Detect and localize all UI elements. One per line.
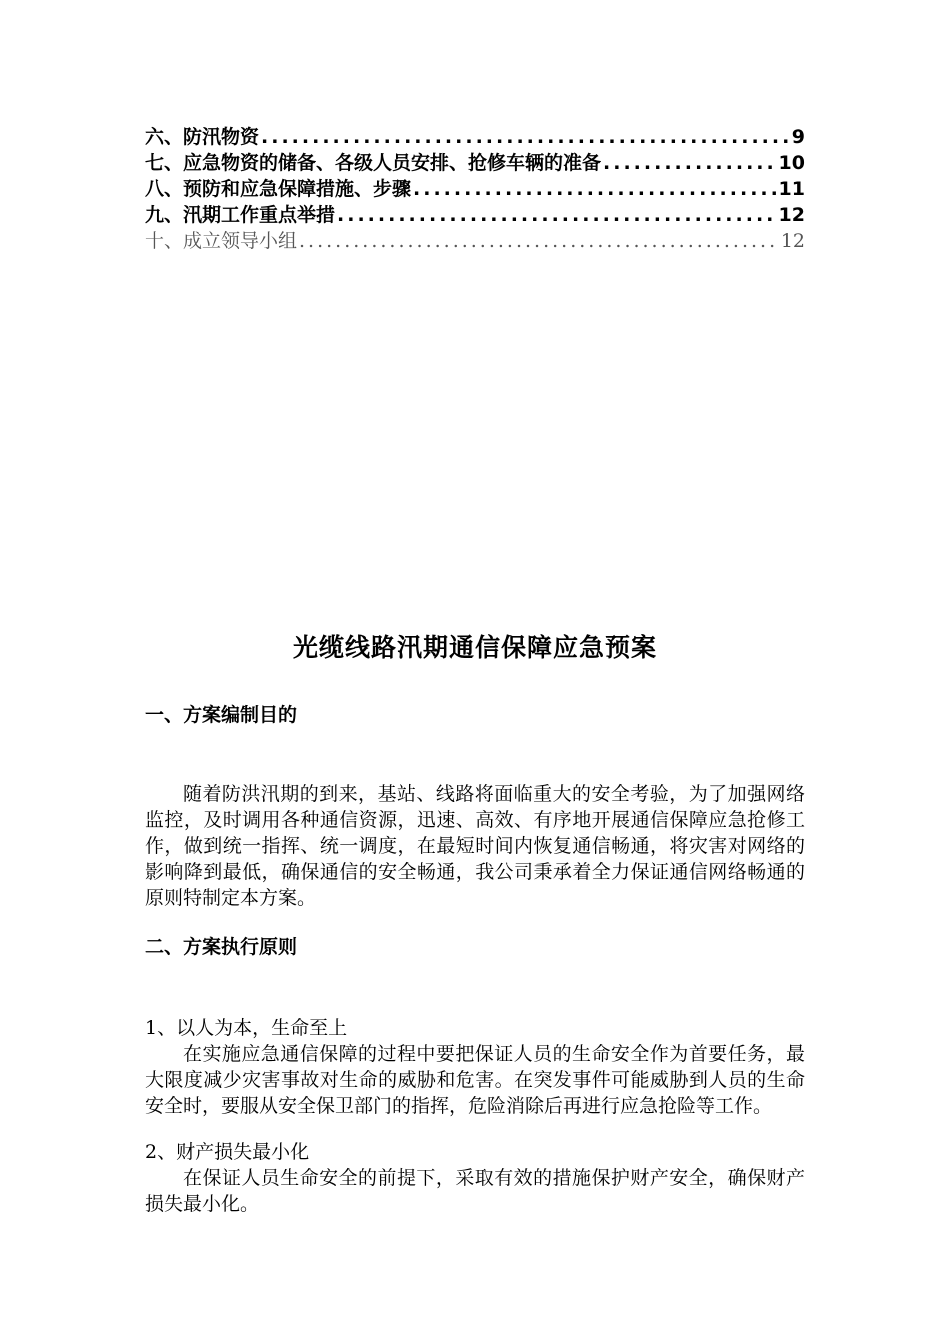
toc-entry[interactable]	[145, 124, 805, 150]
toc-entry-page: 9	[791, 126, 805, 148]
toc-entry-label: 六、防汛物资	[145, 126, 260, 148]
toc-entry-page: 11	[778, 178, 805, 200]
section-paragraph: 随着防洪汛期的到来，基站、线路将面临重大的安全考验，为了加强网络监控，及时调用各种通信资源，迅速、高效、有序地开展通信保障应急抢修工作，做到统一指挥、统一调度，在最短时间内恢复通信畅通，将灾害对网络的影响降到最低，确保通信的安全畅通，我公司秉承着全力保证通信网络畅通的原则特制定本方案。	[145, 783, 805, 909]
toc-entry-label: 七、应急物资的储备、各级人员安排、抢修车辆的准备	[145, 152, 602, 174]
principle-paragraph: 在保证人员生命安全的前提下，采取有效的措施保护财产安全，确保财产损失最小化。	[145, 1167, 805, 1215]
toc-entry-page: 12	[778, 204, 805, 226]
toc-leader-dots	[261, 124, 790, 150]
principle-title: 1、以人为本，生命至上	[145, 1017, 348, 1039]
toc-entry-page: 10	[778, 152, 805, 174]
toc-leader-dots	[299, 228, 779, 254]
toc-entry[interactable]	[145, 228, 805, 254]
toc-entry-page: 12	[780, 230, 805, 252]
document-title: 光缆线路汛期通信保障应急预案	[292, 633, 657, 662]
toc-entry[interactable]	[145, 150, 805, 176]
table-of-contents	[145, 124, 805, 254]
principle-title: 2、财产损失最小化	[145, 1141, 310, 1163]
section-heading: 二、方案执行原则	[145, 936, 298, 958]
toc-leader-dots	[413, 176, 777, 202]
toc-entry[interactable]	[145, 202, 805, 228]
toc-leader-dots	[603, 150, 777, 176]
principle-paragraph: 在实施应急通信保障的过程中要把保证人员的生命安全作为首要任务，最大限度减少灾害事故对生命的威胁和危害。在突发事件可能威胁到人员的生命安全时，要服从安全保卫部门的指挥，危险消除后再进行应急抢险等工作。	[145, 1043, 805, 1117]
toc-entry-label: 八、预防和应急保障措施、步骤	[145, 178, 412, 200]
toc-entry[interactable]	[145, 176, 805, 202]
section-heading: 一、方案编制目的	[145, 704, 298, 726]
toc-entry-label: 十、成立领导小组	[145, 230, 298, 252]
toc-leader-dots	[337, 202, 777, 228]
toc-entry-label: 九、汛期工作重点举措	[145, 204, 336, 226]
